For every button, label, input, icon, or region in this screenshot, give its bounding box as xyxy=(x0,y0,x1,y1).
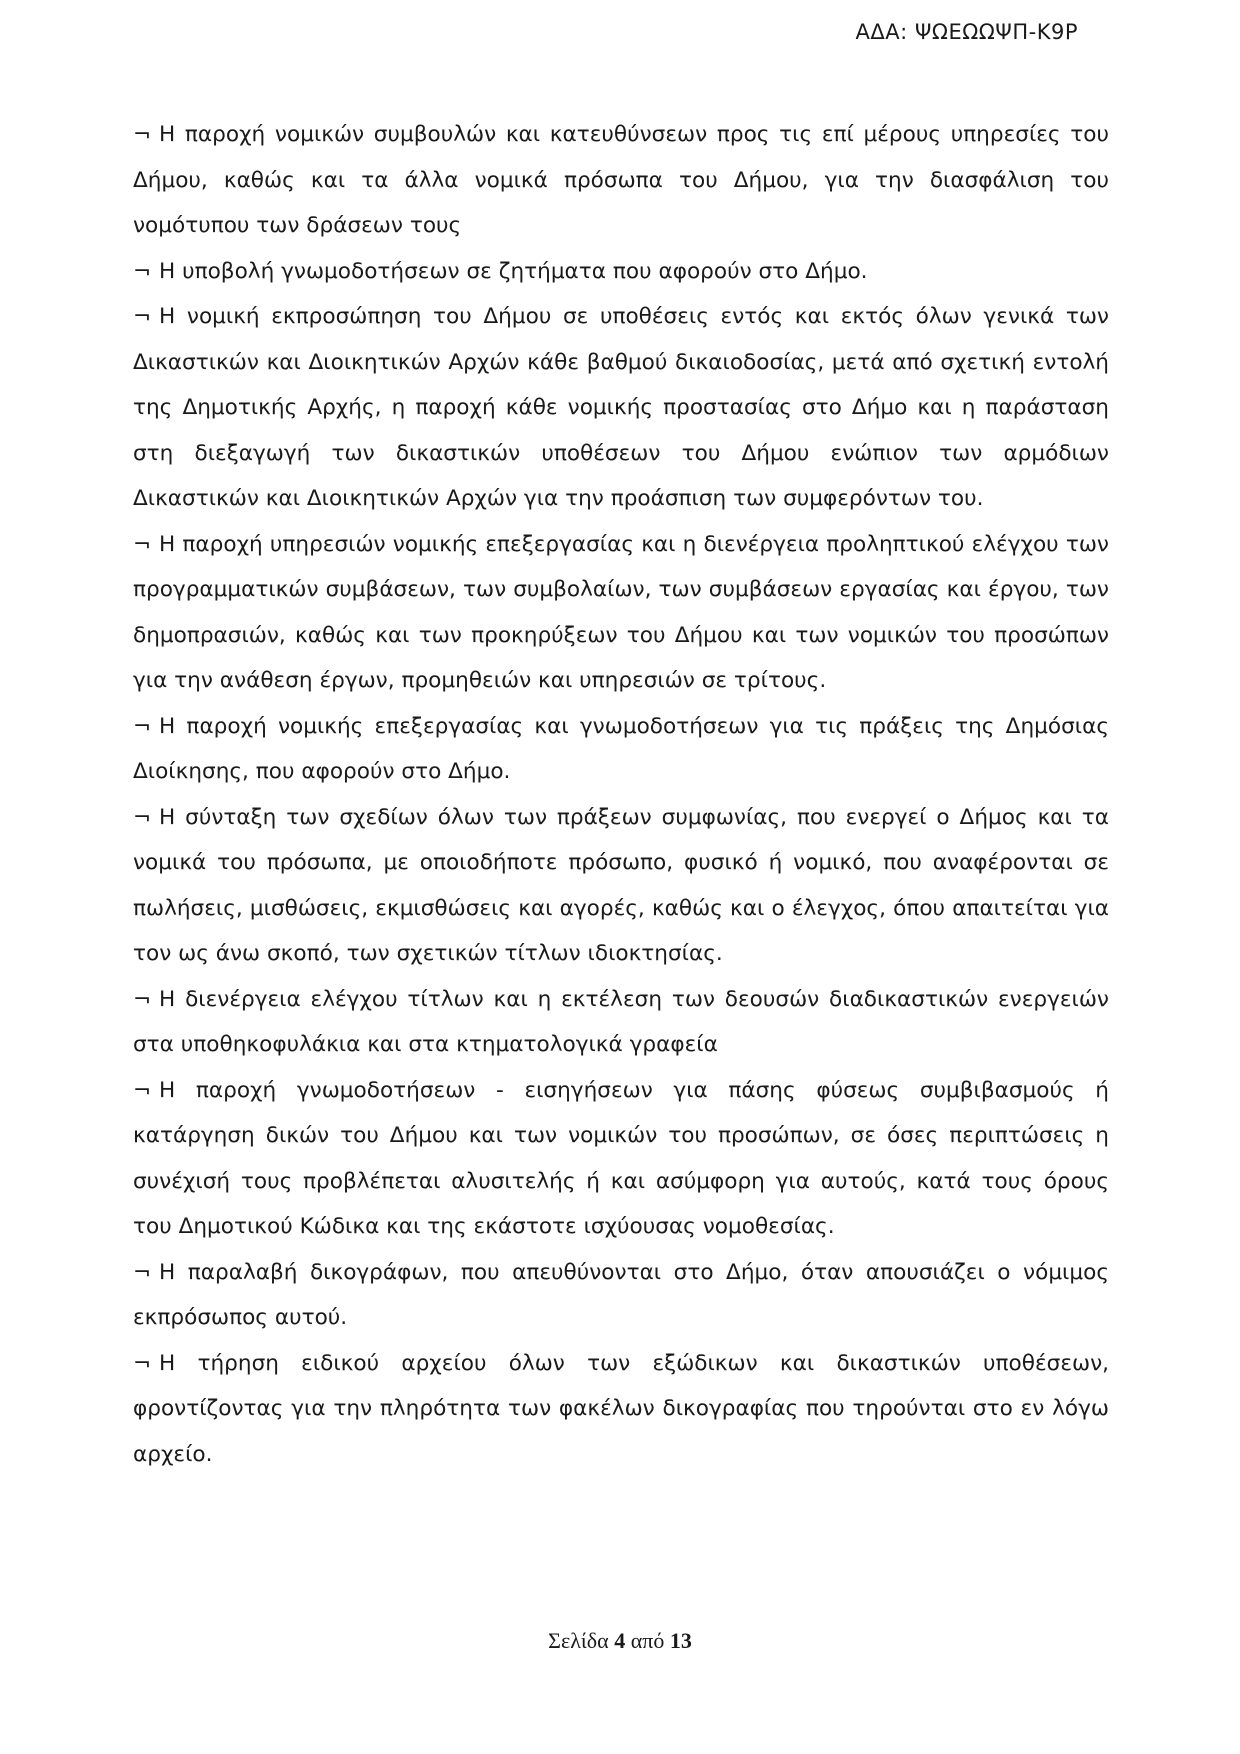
bullet-icon: ¬ xyxy=(133,1259,152,1285)
ada-code: ΑΔΑ: ΨΩΕΩΩΨΠ-Κ9Ρ xyxy=(855,20,1078,44)
list-item xyxy=(133,249,1109,295)
list-item-text: Η διενέργεια ελέγχου τίτλων και η εκτέλεση των δεουσών διαδικαστικών ενεργειών στα υποθηκοφυλάκια και στα κτηματολογικά γραφεία xyxy=(133,986,1109,1057)
list-item-text: Η υποβολή γνωμοδοτήσεων σε ζητήματα που αφορούν στο Δήμο. xyxy=(159,258,868,284)
list-item xyxy=(133,112,1109,249)
bullet-icon: ¬ xyxy=(133,1077,152,1103)
bullet-icon: ¬ xyxy=(133,1350,152,1376)
bullet-icon: ¬ xyxy=(133,304,152,329)
bullet-icon: ¬ xyxy=(133,713,152,739)
bullet-icon: ¬ xyxy=(133,804,152,830)
list-item xyxy=(133,1341,1109,1478)
list-item xyxy=(133,1068,1109,1250)
list-item-text: Η παροχή υπηρεσιών νομικής επεξεργασίας και η διενέργεια προληπτικού ελέγχου των προγραμματικών συμβάσεων, των συμβολαίων, των συμβάσεων εργασίας και έργου, των δημοπρασιών, καθώς και των προκηρύξεων του Δήμου και των νομικών του προσώπων για την ανάθεση έργων, προμηθειών και υπηρεσιών σε τρίτους. xyxy=(133,531,1109,693)
list-item xyxy=(133,522,1109,704)
page-number: 4 xyxy=(614,1628,626,1653)
bullet-icon: ¬ xyxy=(133,986,152,1012)
page-total: 13 xyxy=(669,1628,692,1653)
bullet-icon: ¬ xyxy=(133,531,152,557)
list-item xyxy=(133,795,1109,977)
list-item xyxy=(133,704,1109,795)
list-item xyxy=(133,977,1109,1068)
list-item-text: Η παροχή νομικών συμβουλών και κατευθύνσεων προς τις επί μέρους υπηρεσίες του Δήμου, καθώς και τα άλλα νομικά πρόσωπα του Δήμου, για την διασφάλιση του νομότυπου των δράσεων τους xyxy=(133,122,1109,238)
page-footer xyxy=(0,1628,1240,1654)
list-item-text: Η παραλαβή δικογράφων, που απευθύνονται στο Δήμο, όταν απουσιάζει ο νόμιμος εκπρόσωπος αυτού. xyxy=(133,1259,1109,1330)
list-item xyxy=(133,294,1109,522)
list-item-text: Η παροχή νομικής επεξεργασίας και γνωμοδοτήσεων για τις πράξεις της Δημόσιας Διοίκησης, που αφορούν στο Δήμο. xyxy=(133,713,1109,784)
bullet-icon: ¬ xyxy=(133,258,152,284)
list-item-text: Η παροχή γνωμοδοτήσεων - εισηγήσεων για πάσης φύσεως συμβιβασμούς ή κατάργηση δικών του Δήμου και των νομικών του προσώπων, σε όσες περιπτώσεις η συνέχισή τους προβλέπεται αλυσιτελής ή και ασύμφορη για αυτούς, κατά τους όρους του Δημοτικού Κώδικα και της εκάστοτε ισχύουσας νομοθεσίας. xyxy=(133,1077,1109,1239)
list-item xyxy=(133,1250,1109,1341)
footer-middle: από xyxy=(630,1628,665,1653)
document-body xyxy=(133,112,1109,1477)
footer-prefix: Σελίδα xyxy=(548,1628,609,1653)
list-item-text: Η σύνταξη των σχεδίων όλων των πράξεων συμφωνίας, που ενεργεί ο Δήμος και τα νομικά του πρόσωπα, με οποιοδήποτε πρόσωπο, φυσικό ή νομικό, που αναφέρονται σε πωλήσεις, μισθώσεις, εκμισθώσεις και αγορές, καθώς και ο έλεγχος, όπου απαιτείται για τον ως άνω σκοπό, των σχετικών τίτλων ιδιοκτησίας. xyxy=(133,804,1109,966)
list-item-text: Η νομική εκπροσώπηση του Δήμου σε υποθέσεις εντός και εκτός όλων γενικά των Δικαστικών και Διοικητικών Αρχών κάθε βαθμού δικαιοδοσίας, μετά από σχετική εντολή της Δημοτικής Αρχής, η παροχή κάθε νομικής προστασίας στο Δήμο και η παράσταση στη διεξαγωγή των δικαστικών υποθέσεων του Δήμου ενώπιον των αρμόδιων Δικαστικών και Διοικητικών Αρχών για την προάσπιση των συμφερόντων του. xyxy=(133,304,1109,511)
list-item-text: Η τήρηση ειδικού αρχείου όλων των εξώδικων και δικαστικών υποθέσεων, φροντίζοντας για την πληρότητα των φακέλων δικογραφίας που τηρούνται στο εν λόγω αρχείο. xyxy=(133,1350,1109,1467)
bullet-icon: ¬ xyxy=(133,122,152,147)
